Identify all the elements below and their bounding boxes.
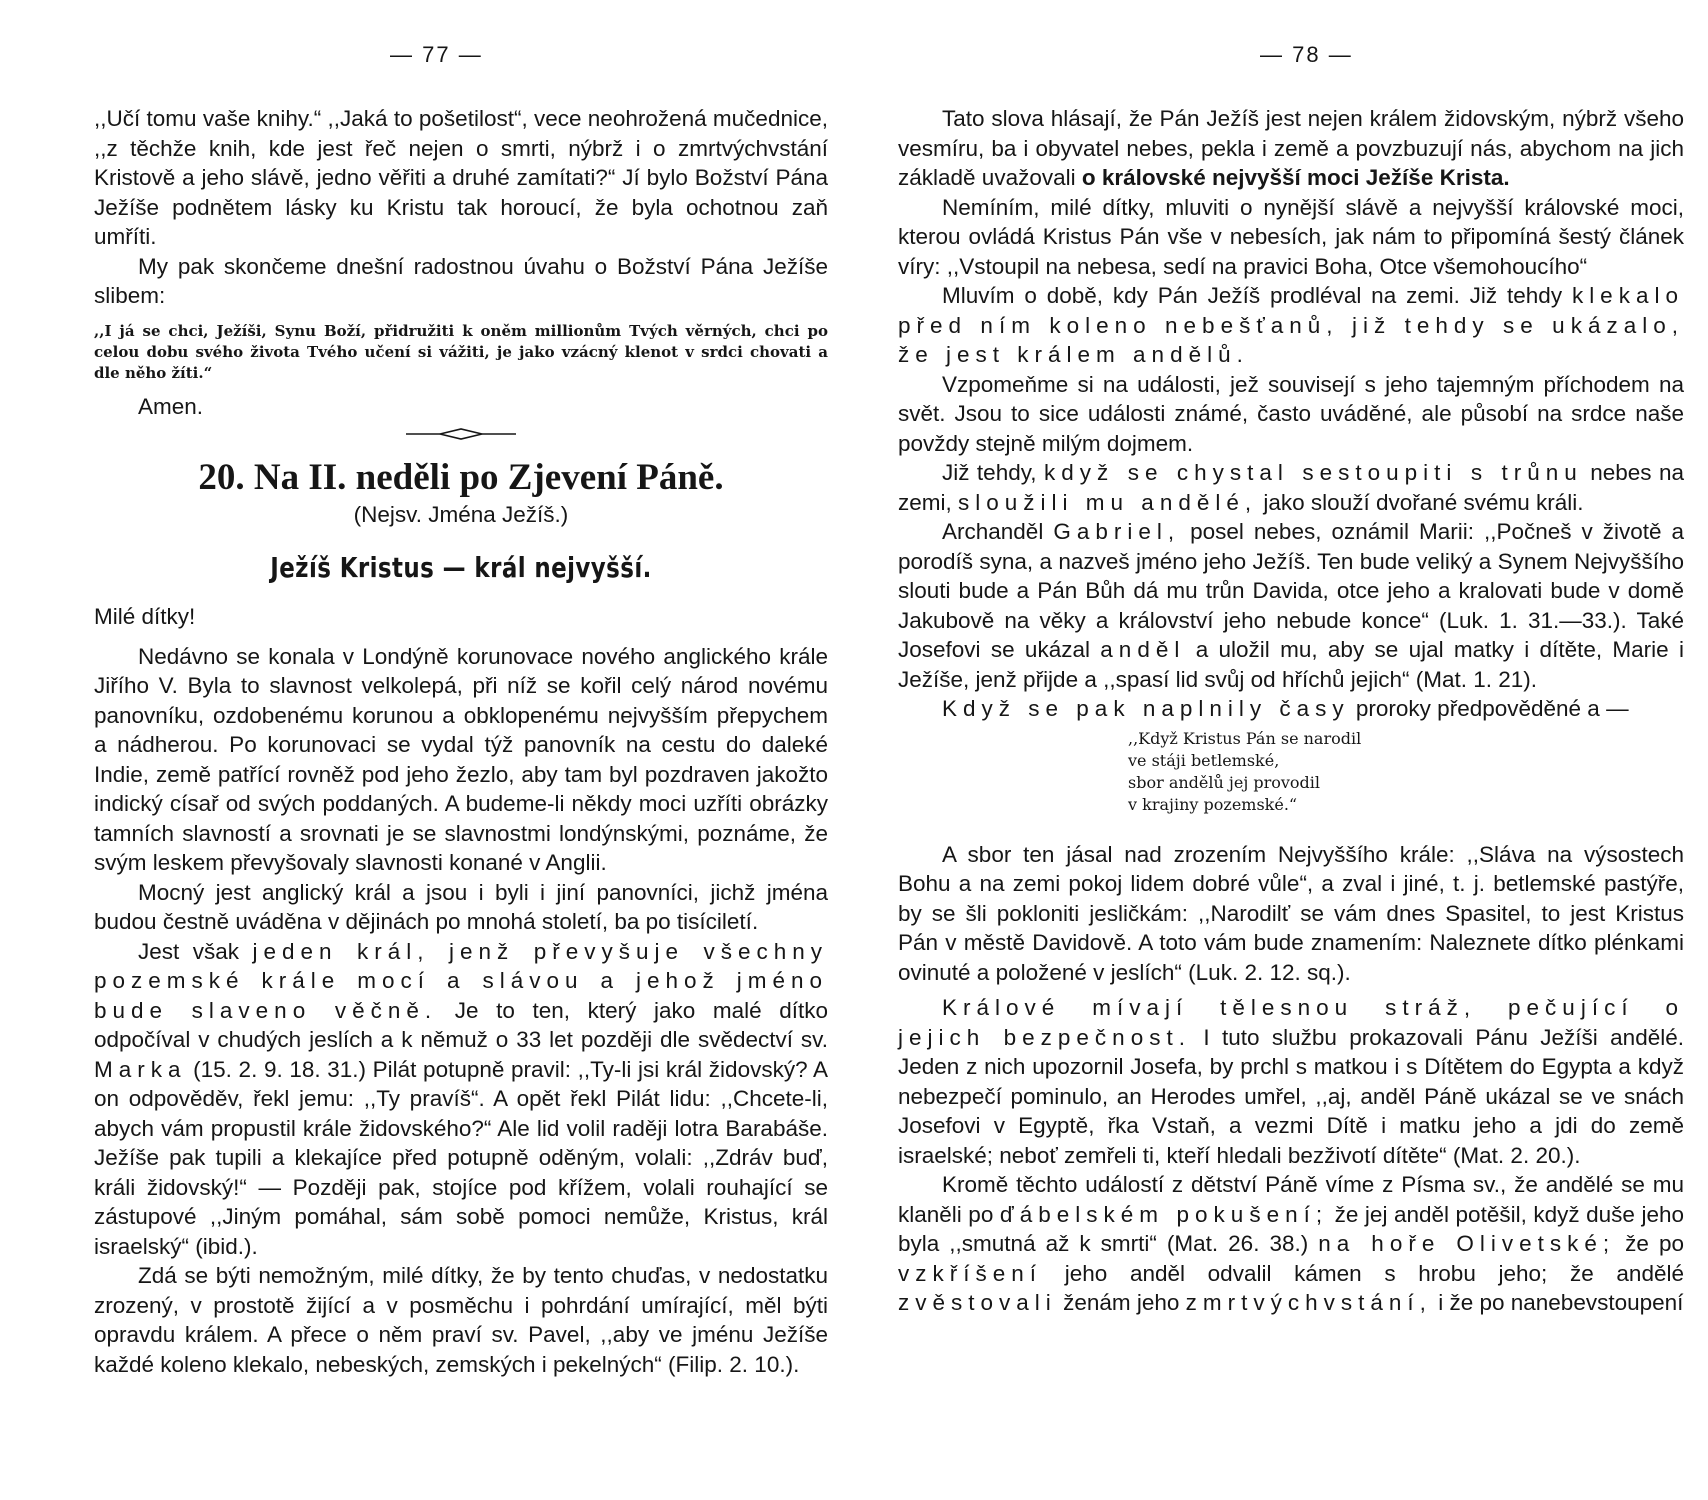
salutation: Milé dítky! [94,603,196,629]
paragraph: A sbor ten jásal nad zrozením Nejvyššího krále: ,,Sláva na výsostech Bohu a na zemi pokoj lidem dobré vůle“, a zval i jiné, t. j. betlemské pastýře, by se šli pokloniti jesličkám: ,,Narodilť se vám dnes Spasitel, to jest Kristus Pán v městě Davidově. A toto vám bude znamením: Naleznete dítko plénkami ovinuté a položené v jeslích“ (Luk. 2. 12. sq.). [898,841,1684,985]
chapter-subtitle: (Nejsv. Jména Ježíš.) [353,501,569,527]
spaced-emphasis: sloužili mu andělé, [958,489,1258,515]
paragraph [898,1170,1684,1318]
text-run: posel nebes, oznámil Marii: ,,Počneš v životě a porodíš syna, a nazveš jméno jeho Ježíš. Ten bude veliký a Synem Nejvyššího slouti bude a Pán Bůh dá mu trůn Davida, otce jeho a kralovati bude v domě Jakubově na věky a království jeho nebude konce“ (Luk. 1. 31.—33.). Také Josefovi se ukázal [898,519,1684,662]
pledge-text: ,,I já se chci, Ježíši, Synu Boží, přidružiti k oněm millionům Tvých věrných, chci po celou dobu svého života Tvého učení si vážiti, je jako vzácný klenot v srdci chovati a dle něho žíti.“ [94,321,828,382]
paragraph: ,,Učí tomu vaše knihy.“ ,,Jaká to pošetilost“, vece neohrožená mučednice, ,,z těchže knih, kde jest řeč nejen o smrti, nýbrž i o zmrtvýchvstání Kristově a jeho slávě, jedno věřiti a druhé zamítati?“ Jí bylo Božství Pána Ježíše podnětem lásky ku Kristu tak horoucí, že byla ochotnou zaň umříti. [94,106,828,249]
text-run: Je to ten, který jako malé dítko odpočíval v chudých jeslích a k němuž o 33 let později dle svědectví sv. [94,997,828,1052]
text-run: Mluvím o době, kdy Pán Ježíš prodléval na zemi. Již tehdy [942,283,1563,308]
text-run: (15. 2. 9. 18. 31.) Pilát potupně pravil: ,,Ty-li jsi král židovský? A on odpověděv, řekl jemu: ,,Ty pravíš“. A opět řekl Pilát lidu: ,,Chcete-li, abych vám propustil krále židovského?“ Ale lid volil raději lotra Barabáše. Ježíše pak tupili a klekajíce před potupně oděným, volali: ,,Zdráv buď, králi židovský!“ — Později pak, stojíce pod křížem, volali rouhající se zástupové ,,Jiným pomáhal, sám sobě pomoci nemůže, Kristus, král israelský“ (ibid.). [94,1056,828,1259]
section-heading: Ježíš Kristus — král nejvyšší. [270,550,652,584]
paragraph: Nedávno se konala v Londýně korunovace nového anglického krále Jiřího V. Byla to slavnost velkolepá, při níž se kořil celý národ novému panovníku, ozdobenému korunou a obklopenému nejvyšším přepychem a nádherou. Po korunovaci se vydal týž panovník na cestu do daleké Indie, země patřící rovněž pod jeho žezlo, aby tam byl pozdraven jakožto indický císař od svých poddaných. A budeme-li někdy moci uzříti obrázky tamních slavností a srovnati je se slavnostmi londýnskými, poznáme, že svým leskem převyšovaly slavnosti konané v Anglii. [94,643,828,875]
verse-line: ve stáji betlemské, [1128,750,1280,770]
verse [1128,728,1684,816]
text-run: Tato slova hlásají, že Pán Ježíš jest nejen králem židovským, nýbrž všeho vesmíru, ba i obyvatel nebes, pekla i země a povzbuzují nás, abychom na jich základě uvažovali [898,106,1684,190]
text-run: i že po nanebevstoupení [1438,1290,1684,1315]
text-run: nebes na zemi, [898,460,1684,515]
spaced-emphasis: Marka [94,1056,187,1082]
left-page-text [94,104,828,1379]
spaced-emphasis: jeden král, jenž převyšuje všechny pozemské krále mocí a slávou a jehož jméno bude slaveno věčně. [94,938,828,1023]
paragraph [898,281,1684,370]
paragraph [94,937,828,1262]
spaced-emphasis: klekalo před ním koleno nebešťanů, již tehdy se ukázalo, že jest králem andělů. [898,283,1684,367]
paragraph: Mocný jest anglický král a jsou i byli i jiní panovníci, jichž jména budou čestně uváděna v dějinách po mnohá století, ba po tisíciletí. [94,879,828,934]
spaced-emphasis: zvěstovali [898,1290,1057,1315]
text-run: že jej anděl potěšil, když duše jeho byla ,,smutná až k smrti“ (Mat. 26. 38.) [898,1201,1684,1256]
text-run: Archanděl [942,519,1044,544]
text-run: Kromě těchto událostí z dětství Páně víme z Písma sv., že andělé se mu klaněli po [898,1172,1684,1227]
paragraph [898,993,1684,1170]
text-run: proroky předpověděné a — [1355,696,1629,721]
spaced-emphasis: Gabriel, [1053,519,1181,544]
spaced-emphasis: Králové mívají tělesnou stráž, pečující o jejich bezpečnost. [898,995,1684,1050]
text-run: Již tehdy, [942,460,1037,485]
page-number-right: — 78 — [1260,42,1353,67]
text-run: že po [1625,1231,1684,1256]
text-run: jeho anděl odvalil kámen s hrobu jeho; že andělé [1064,1260,1684,1286]
page-number-left: — 77 — [390,42,483,67]
paragraph: My pak skončeme dnešní radostnou úvahu o Božství Pána Ježíše slibem: [94,253,828,308]
paragraph [898,104,1684,193]
text-run: a uložil mu, aby se ujal matky i dítěte, Marie i Ježíše, jenž přijde a ,,spasí lid svůj od hříchů jejich“ (Mat. 1. 21). [898,637,1684,692]
paragraph [898,694,1684,724]
text-run: I tuto službu prokazovali Pánu Ježíši andělé. Jeden z nich upozornil Josefa, by prchl s matkou i s Dítětem do Egypta a když nebezpečí pominulo, an Herodes umřel, ,,aj, anděl Páně ukázal se ve snách Josefovi v Egyptě, řka Vstaň, a vezmi Dítě i matku jeho a jdi do země israelské; neboť zemřeli ti, kteří hledali bezživotí dítěte“ (Mat. 2. 20.). [898,1024,1684,1168]
amen: Amen. [138,393,204,419]
paragraph: Vzpomeňme si na události, jež souvisejí s jeho tajemným příchodem na svět. Jsou to sice události známé, často uváděné, ale působí na srdce naše povždy stejně milým dojmem. [898,371,1684,456]
paragraph: Nemíním, milé dítky, mluviti o nynější slávě a nejvyšší královské moci, kterou ovládá Kristus Pán vše v nebesích, jak nám to připomíná šestý článek víry: ,,Vstoupil na nebesa, sedí na pravici Boha, Otce všemohoucího“ [898,194,1684,279]
text-run: Jest však [138,938,239,964]
verse-line: ,,Když Kristus Pán se narodil [1128,728,1362,748]
verse-line: v krajiny pozemské.“ [1128,794,1298,814]
text-run: ženám jeho [1063,1290,1180,1315]
spaced-emphasis: vzkříšení [898,1260,1043,1286]
spaced-emphasis: Když se pak naplnily časy [942,696,1350,721]
paragraph: Zdá se býti nemožným, milé dítky, že by tento chuďas, v nedostatku zrozený, v prostotě žijící a v posměchu i pohrdání umírající, měl býti opravdu králem. A přece o něm praví sv. Pavel, ,,aby ve jménu Ježíše každé koleno klekalo, nebeských, zemských i pekelných“ (Filip. 2. 10.). [94,1263,828,1377]
paragraph [898,458,1684,517]
spaced-emphasis: zmrtvýchvstání, [1185,1290,1432,1315]
chapter-title: 20. Na II. neděli po Zjevení Páně. [198,456,724,498]
verse-line: sbor andělů jej provodil [1128,772,1321,792]
spaced-emphasis: ďábelském pokušení; [999,1201,1329,1227]
right-page-text [898,104,1684,1318]
spaced-emphasis: na hoře Olivetské; [1318,1231,1616,1256]
spaced-emphasis: anděl [1100,637,1186,662]
spaced-emphasis: když se chystal sestoupiti s trůnu [1044,460,1583,485]
bold-emphasis: o královské nejvyšší moci Ježíše Krista. [1081,165,1510,190]
paragraph [898,517,1684,694]
ornament-divider [94,426,828,442]
text-run: jako slouží dvořané svému králi. [1263,489,1584,515]
